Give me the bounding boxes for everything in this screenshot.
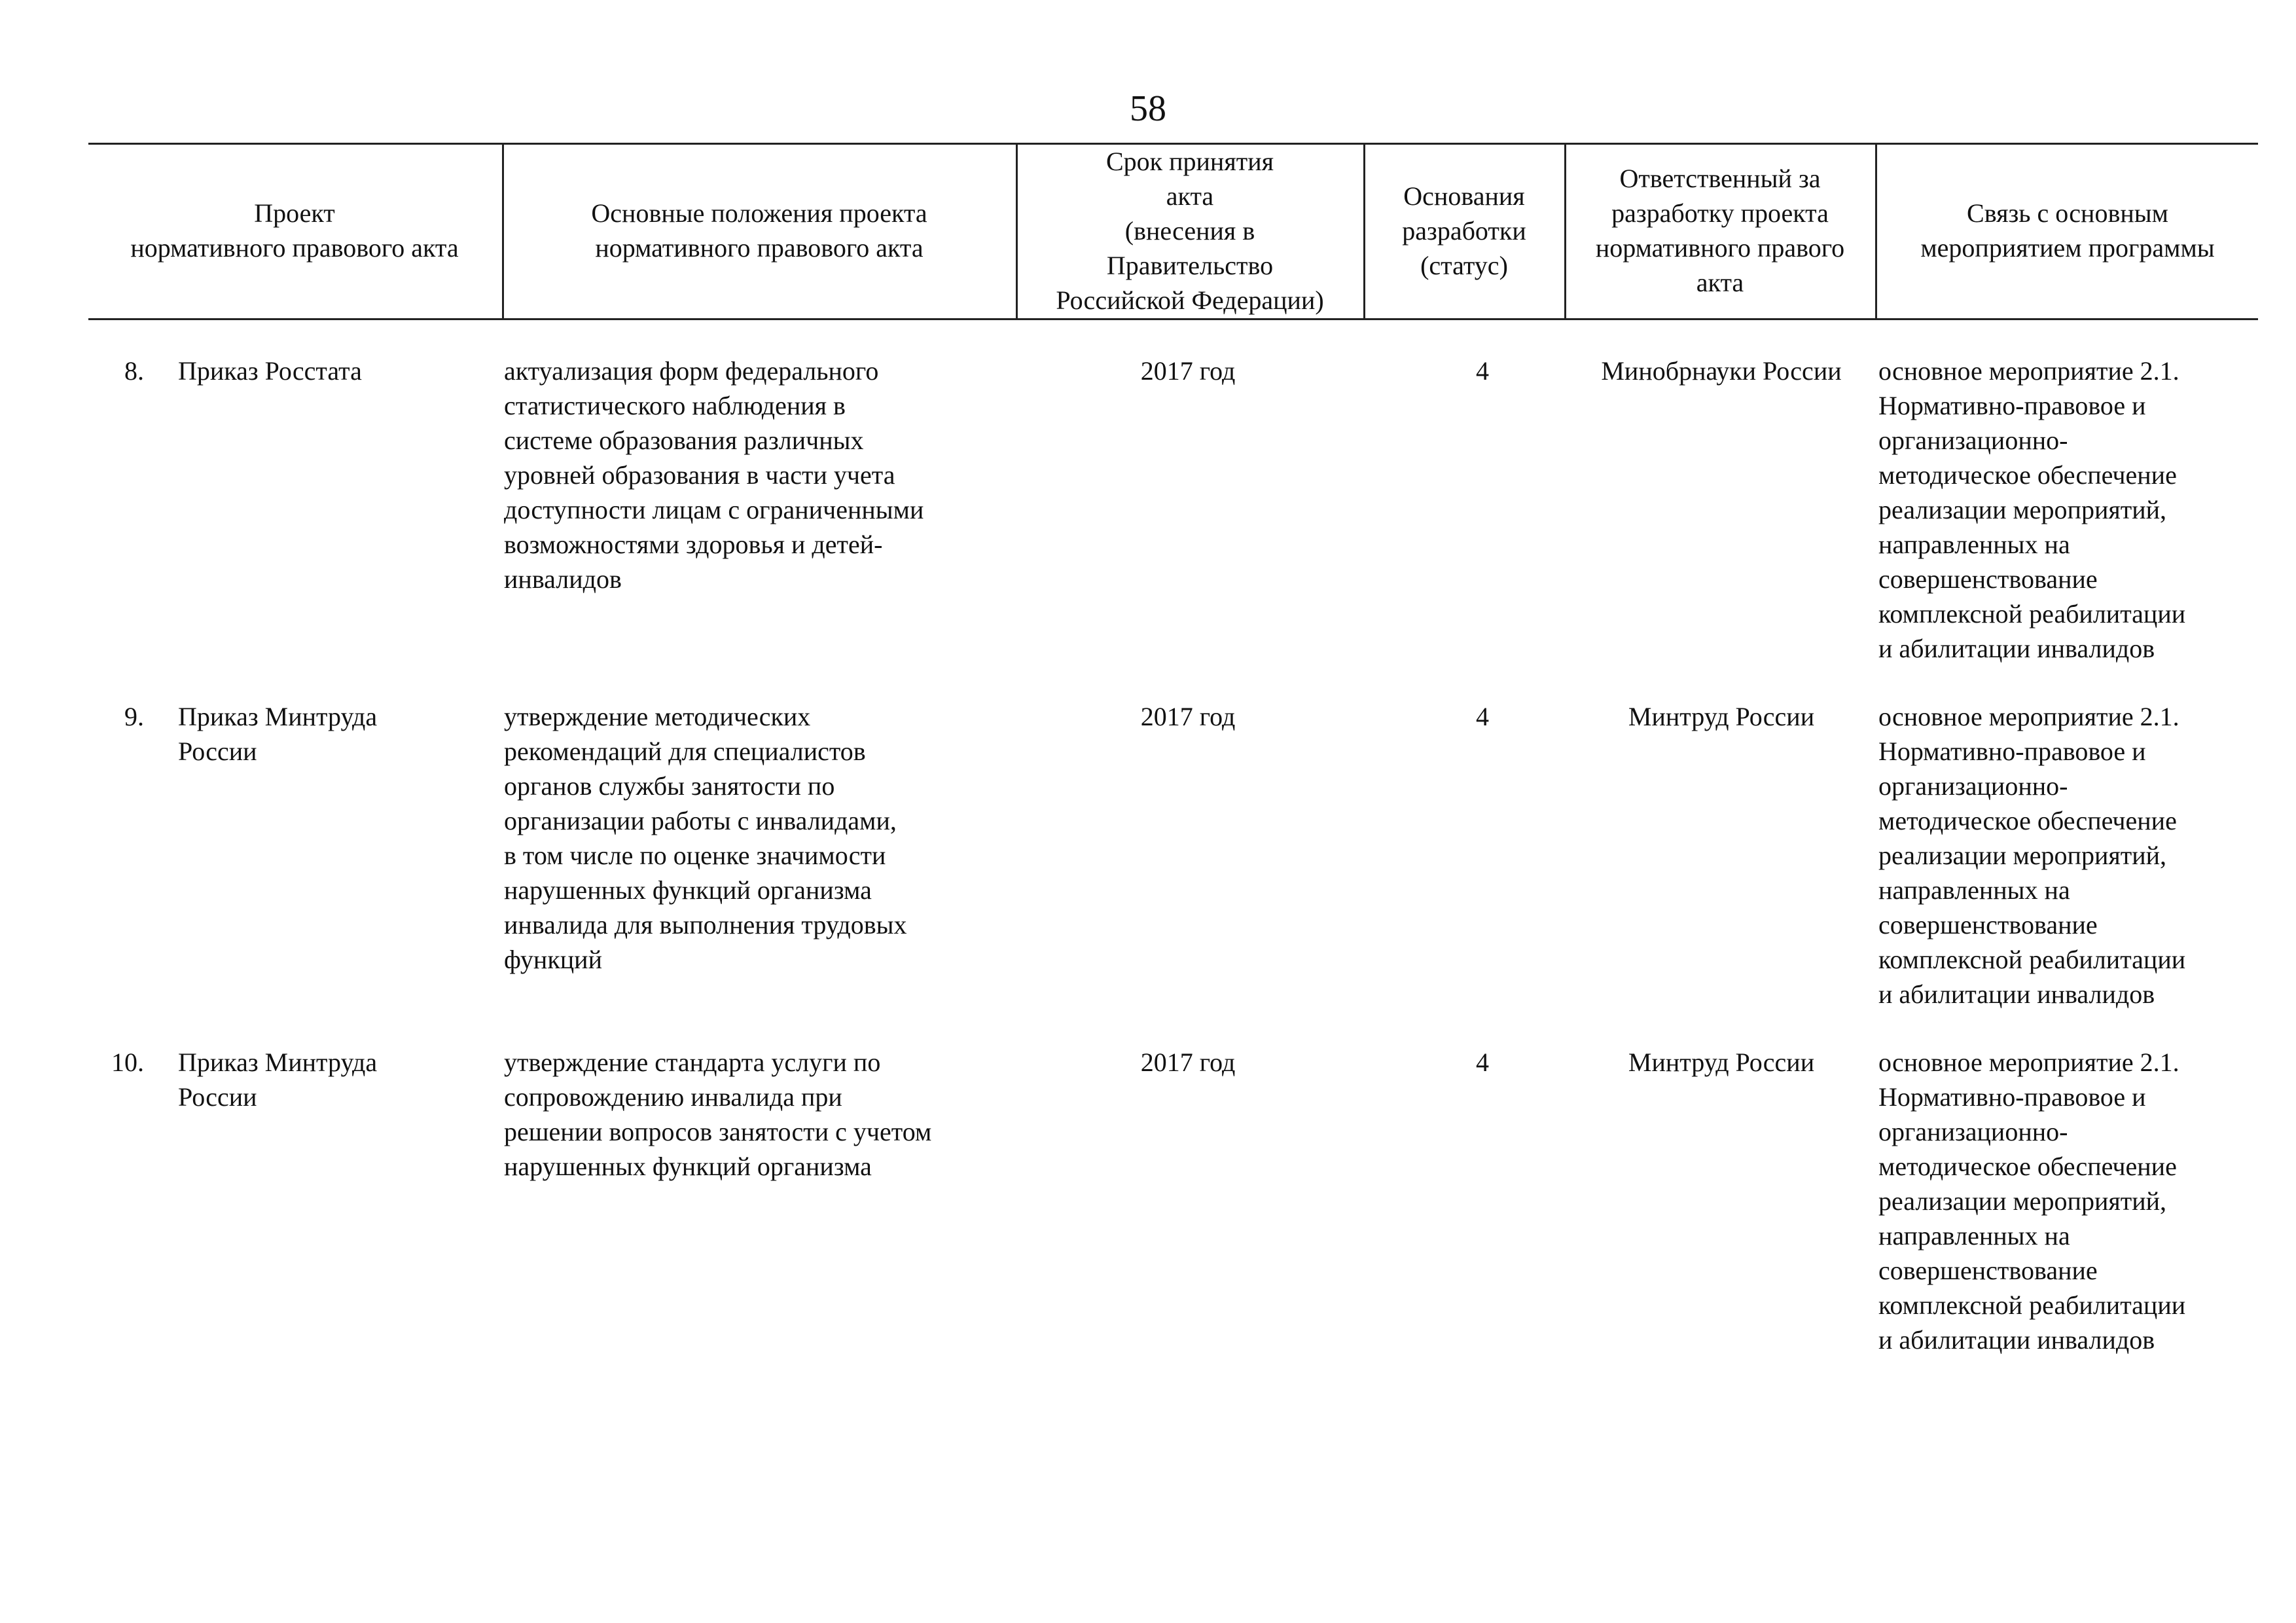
row-responsible: Минобрнауки России (1601, 356, 1842, 386)
header-deadline: Срок принятия акта (внесения в Правительство Российской Федерации) (1056, 146, 1324, 315)
row-document: Приказ Минтруда России (178, 702, 378, 766)
row-status: 4 (1476, 1048, 1489, 1077)
row-program-link: основное мероприятие 2.1. Нормативно-правовое и организационно- методическое обеспечение реализации мероприятий, направленных на совершенствование комплексной реабилитации и абилитации инвалидов (1878, 1048, 2186, 1355)
row-number: 10. (111, 1048, 144, 1077)
header-bottom-border (88, 318, 2258, 320)
row-program-link: основное мероприятие 2.1. Нормативно-правовое и организационно- методическое обеспечение реализации мероприятий, направленных на совершенствование комплексной реабилитации и абилитации инвалидов (1878, 356, 2186, 663)
header-program-link: Связь с основным мероприятием программы (1920, 198, 2215, 263)
header-status: Основания разработки (статус) (1402, 181, 1526, 280)
row-responsible: Минтруд России (1628, 1048, 1815, 1077)
row-responsible: Минтруд России (1628, 702, 1815, 731)
row-number: 9. (124, 702, 144, 731)
row-status: 4 (1476, 356, 1489, 386)
row-deadline: 2017 год (1140, 1048, 1236, 1077)
header-provisions: Основные положения проекта нормативного правового акта (591, 198, 927, 263)
row-description: утверждение методических рекомендаций для специалистов органов службы занятости по организации работы с инвалидами, в том числе по оценке значимости нарушенных функций организма инвалида для выполнения трудовых функций (504, 702, 907, 974)
header-project: Проект нормативного правового акта (130, 198, 459, 263)
row-description: утверждение стандарта услуги по сопровождению инвалида при решении вопросов занятости с учетом нарушенных функций организма (504, 1048, 932, 1181)
row-document: Приказ Минтруда России (178, 1048, 378, 1112)
row-description: актуализация форм федерального статистического наблюдения в системе образования различных уровней образования в части учета доступности лицам с ограниченными возможностями здоровья и детей- инвалидов (504, 356, 924, 594)
page-number: 58 (1130, 88, 1166, 129)
row-deadline: 2017 год (1140, 702, 1236, 731)
row-deadline: 2017 год (1140, 356, 1236, 386)
table-header (88, 143, 2258, 321)
row-status: 4 (1476, 702, 1489, 731)
row-program-link: основное мероприятие 2.1. Нормативно-правовое и организационно- методическое обеспечение реализации мероприятий, направленных на совершенствование комплексной реабилитации и абилитации инвалидов (1878, 702, 2186, 1009)
header-responsible: Ответственный за разработку проекта нормативного правого акта (1595, 164, 1845, 297)
row-document: Приказ Росстата (178, 356, 362, 386)
row-number: 8. (124, 356, 144, 386)
